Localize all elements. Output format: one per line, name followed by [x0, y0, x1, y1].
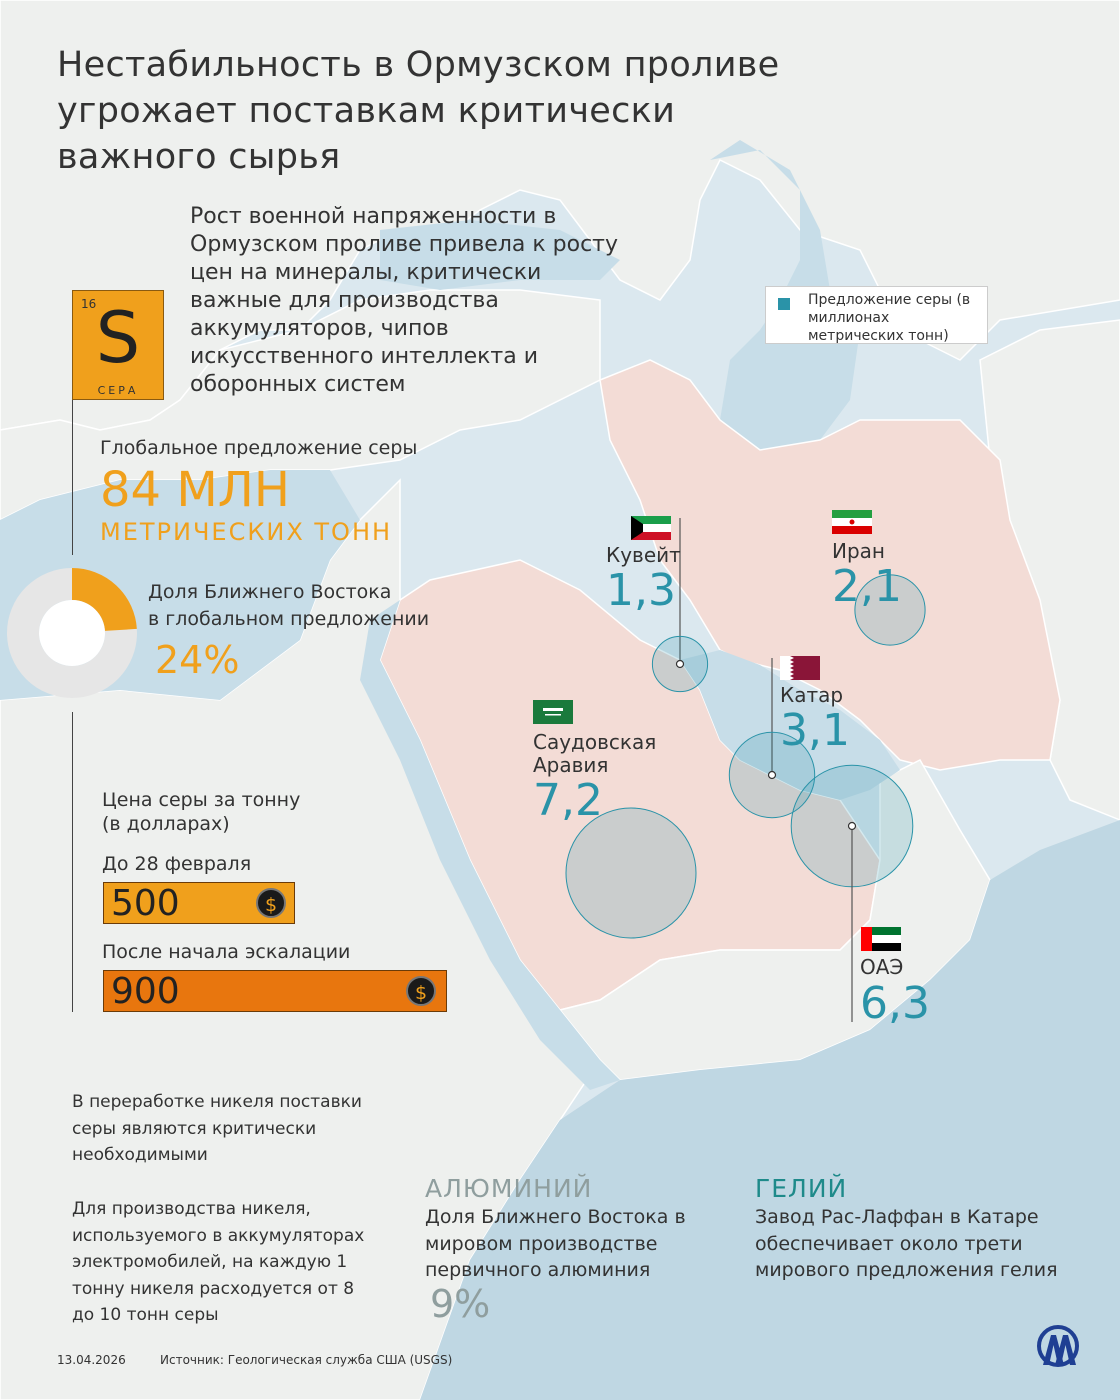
iran-flag-icon — [832, 510, 872, 534]
nickel-note — [72, 1089, 362, 1169]
price-before-label: До 28 февраля — [102, 853, 252, 875]
helium-title: ГЕЛИЙ — [755, 1174, 848, 1203]
element-symbol: S — [95, 297, 141, 379]
qatar-name: Катар — [780, 683, 844, 707]
element-name: СЕРА — [97, 384, 139, 397]
share-label-line2: в глобальном предложении — [148, 608, 430, 630]
kuwait-dot — [677, 661, 684, 668]
helium-line1: Завод Рас-Лаффан в Катаре — [755, 1206, 1039, 1228]
aluminium-title: АЛЮМИНИЙ — [425, 1174, 593, 1203]
aluminium-line3: первичного алюминия — [425, 1259, 651, 1281]
price-after-value: 900 — [111, 971, 180, 1012]
kuwait-flag-icon — [631, 516, 671, 540]
uae-name: ОАЭ — [860, 955, 904, 979]
kuwait-value: 1,3 — [606, 565, 676, 616]
saudi-name-line2: Аравия — [533, 753, 609, 777]
uae-flag-icon — [861, 927, 901, 951]
dollar-coin-icon: $ — [256, 888, 286, 918]
nickel-note-line3: необходимыми — [72, 1145, 208, 1165]
page-title: Нестабильность в Ормузском проливе угрожает поставкам критически важного сырья — [57, 45, 780, 177]
agency-logo-icon — [1035, 1325, 1081, 1367]
aluminium-line2: мировом производстве — [425, 1232, 658, 1255]
uae-value: 6,3 — [860, 978, 930, 1029]
helium-line3: мирового предложения гелия — [755, 1259, 1058, 1281]
price-label-line2: (в долларах) — [102, 813, 230, 835]
global-supply-unit: МЕТРИЧЕСКИХ ТОНН — [100, 518, 393, 546]
helium-line2: обеспечивает около трети — [755, 1232, 1023, 1255]
uae-dot — [849, 823, 856, 830]
qatar-flag-icon — [780, 656, 820, 680]
aluminium-line1: Доля Ближнего Востока в — [425, 1206, 686, 1228]
aluminium-text — [425, 1204, 686, 1284]
nickel-note-line2: серы являются критически — [72, 1118, 317, 1139]
global-supply-value: 84 МЛН — [100, 462, 290, 518]
footer-date: 13.04.2026 — [57, 1353, 126, 1367]
saudi-flag-icon — [533, 700, 573, 724]
nickel-production-line2: используемого в аккумуляторах — [72, 1225, 365, 1246]
nickel-production-line5: до 10 тонн серы — [72, 1305, 219, 1325]
price-label-line1: Цена серы за тонну — [102, 789, 301, 811]
nickel-production-note — [72, 1196, 364, 1329]
intro-text: Рост военной напряженности в Ормузском проливе привела к росту цен на минералы, критически важные для производства аккумуляторов, чипов искусственного интеллекта и оборонных систем — [190, 204, 619, 397]
share-label-line1: Доля Ближнего Востока — [148, 581, 392, 603]
nickel-production-line1: Для производства никеля, — [72, 1199, 311, 1219]
iran-value: 2,1 — [832, 561, 902, 612]
saudi-bubble — [566, 808, 696, 938]
saudi-value: 7,2 — [533, 775, 603, 826]
aluminium-value: 9% — [430, 1282, 491, 1326]
footer-source: Источник: Геологическая служба США (USGS) — [160, 1353, 453, 1367]
price-before-value: 500 — [111, 883, 180, 924]
helium-text — [755, 1204, 1058, 1284]
saudi-name-line1: Саудовская — [533, 730, 657, 754]
nickel-note-line1: В переработке никеля поставки — [72, 1092, 362, 1112]
nickel-production-line4: тонну никеля расходуется от 8 — [72, 1278, 355, 1299]
iran-name: Иран — [832, 539, 885, 563]
nickel-production-line3: электромобилей, на каждую 1 — [72, 1252, 348, 1272]
price-after-label: После начала эскалации — [102, 941, 351, 963]
share-value: 24% — [155, 638, 240, 682]
qatar-dot — [769, 772, 776, 779]
legend-label: Предложение серы (в миллионах метрических тонн) — [808, 292, 971, 344]
qatar-value: 3,1 — [780, 705, 850, 756]
kuwait-name: Кувейт — [606, 543, 681, 567]
dollar-coin-icon: $ — [406, 976, 436, 1006]
global-supply-label: Глобальное предложение серы — [100, 437, 418, 459]
atomic-number: 16 — [81, 297, 97, 311]
